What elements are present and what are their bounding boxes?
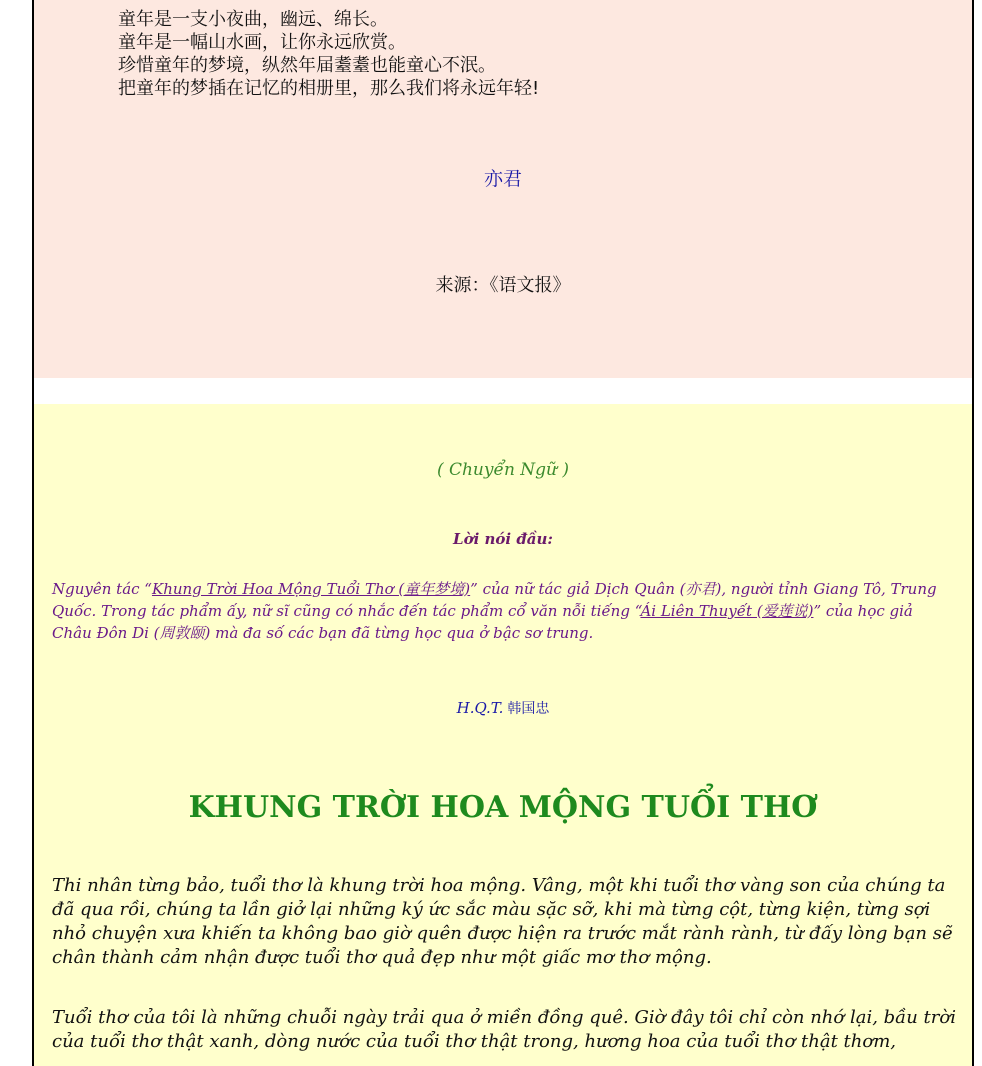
translation-label: ( Chuyển Ngữ ) xyxy=(436,460,570,480)
preface-title: Lời nói đầu: xyxy=(453,530,553,548)
original-work-link[interactable]: Khung Trời Hoa Mộng Tuổi Thơ (童年梦境) xyxy=(151,580,471,598)
poem-line: 珍惜童年的梦境，纵然年届耋耋也能童心不泯。 xyxy=(118,55,496,76)
poem-line: 把童年的梦插在记忆的相册里，那么我们将永远年轻! xyxy=(118,78,540,99)
preface-text-middle: ” của nữ tác giả Dịch Quân (亦君), người tỉnh Giang Tô, Trung Quốc. Trong tác phẩm ấy, nữ sĩ cũng có nhắc đến tác phẩm cổ văn nỗi tiếng “ xyxy=(52,580,937,620)
ai-lien-thuyet-link[interactable]: Ái Liên Thuyết (爱莲说) xyxy=(640,602,814,620)
translator-chinese-name: 韩国忠 xyxy=(507,701,550,717)
page-frame xyxy=(32,0,974,1066)
poem-line: 童年是一支小夜曲，幽远、绵长。 xyxy=(118,9,388,30)
article-title: KHUNG TRỜI HOA MỘNG TUỔI THƠ xyxy=(188,790,818,825)
preface-paragraph xyxy=(52,578,952,644)
poem-block xyxy=(118,8,539,100)
preface-text-suffix: ” của học giả Châu Đôn Di (周敦颐) mà đa số các bạn đã từng học qua ở bậc sơ trung. xyxy=(52,602,913,642)
preface-text-prefix: Nguyên tác “ xyxy=(52,580,152,598)
poem-source: 来源：《语文报》 xyxy=(435,275,571,296)
article-paragraph-2: Tuổi thơ của tôi là những chuỗi ngày trải qua ở miền đồng quê. Giờ đây tôi chỉ còn nhớ lại, bầu trời của tuổi thơ thật xanh, dòng nước của tuổi thơ thật trong, hương hoa của tuổi thơ thật thơm, xyxy=(52,1007,956,1052)
poem-author: 亦君 xyxy=(483,168,522,190)
chinese-poem-section xyxy=(34,0,972,378)
vietnamese-translation-section xyxy=(34,404,972,1066)
translator-signature xyxy=(34,698,972,718)
article-paragraph-1: Thi nhân từng bảo, tuổi thơ là khung trời hoa mộng. Vâng, một khi tuổi thơ vàng son của chúng ta đã qua rồi, chúng ta lần giở lại những ký ức sắc màu sặc sỡ, khi mà từng cột, từng kiện, từng sợi nhỏ chuyện xưa khiến ta không bao giờ quên được hiện ra trước mắt rành rành, từ đấy lòng bạn sẽ chân thành cảm nhận được tuổi thơ quả đẹp như một giấc mơ thơ mộng. xyxy=(52,875,953,968)
poem-line: 童年是一幅山水画，让你永远欣赏。 xyxy=(118,32,406,53)
translator-initials: H.Q.T. xyxy=(456,699,504,717)
